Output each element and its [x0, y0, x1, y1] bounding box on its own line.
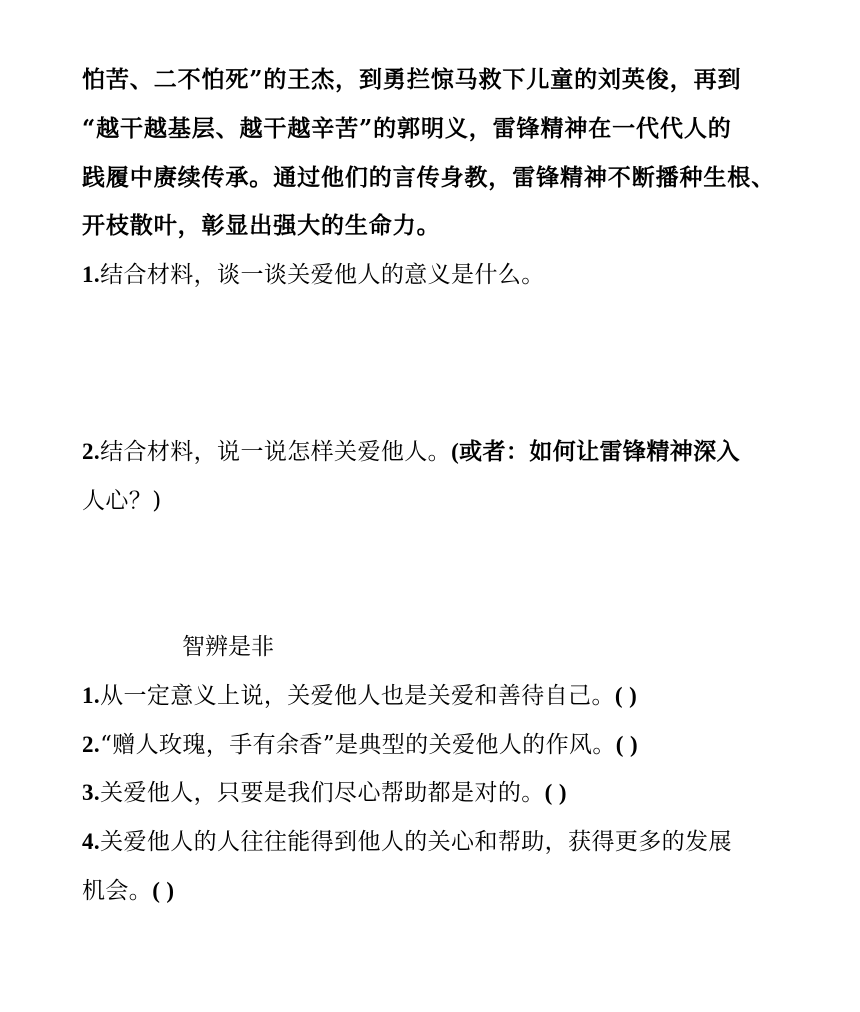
item-text: “赠人玫瑰，手有余香”是典型的关爱他人的作风。 [100, 732, 616, 758]
question-text: 结合材料，说一说怎样关爱他人。 [100, 439, 452, 465]
judgement-item-2 [82, 725, 782, 765]
question-2 [82, 432, 782, 472]
passage-line: 践履中赓续传承。通过他们的言传身教，雷锋精神不断播种生根、 [82, 164, 776, 191]
question-number: 2. [82, 439, 101, 464]
answer-blank[interactable]: ( ) [152, 878, 175, 903]
question-text: 人心？) [82, 488, 162, 514]
judgement-item-3 [82, 773, 782, 813]
item-number: 3. [82, 780, 101, 805]
judgement-item-1 [82, 676, 782, 716]
question-2-continued [82, 481, 782, 521]
answer-blank[interactable]: ( ) [615, 732, 639, 757]
item-number: 4. [82, 829, 101, 854]
question-number: 1. [82, 262, 101, 287]
item-number: 1. [82, 683, 101, 708]
item-number: 2. [82, 732, 101, 757]
passage-line: 开枝散叶，彰显出强大的生命力。 [82, 212, 441, 239]
answer-blank[interactable]: ( ) [544, 780, 567, 805]
question-text: 结合材料，谈一谈关爱他人的意义是什么。 [100, 262, 545, 288]
passage-line: “越干越基层、越干越辛苦”的郭明义，雷锋精神在一代代人的 [82, 115, 732, 142]
section-title: 智辨是非 [182, 634, 274, 660]
item-text: 机会。 [82, 878, 153, 904]
answer-blank[interactable]: ( ) [614, 683, 638, 708]
item-text: 关爱他人的人往往能得到他人的关心和帮助，获得更多的发展 [100, 829, 732, 855]
item-text: 从一定意义上说，关爱他人也是关爱和善待自己。 [100, 683, 615, 709]
judgement-item-4-continued [82, 871, 782, 911]
item-text: 关爱他人，只要是我们尽心帮助都是对的。 [100, 780, 545, 806]
judgement-item-4 [82, 822, 782, 862]
question-1 [82, 255, 782, 295]
passage-line: 怕苦、二不怕死”的王杰，到勇拦惊马救下儿童的刘英俊，再到 [82, 66, 742, 93]
question-text-alt: (或者：如何让雷锋精神深入 [451, 439, 740, 464]
